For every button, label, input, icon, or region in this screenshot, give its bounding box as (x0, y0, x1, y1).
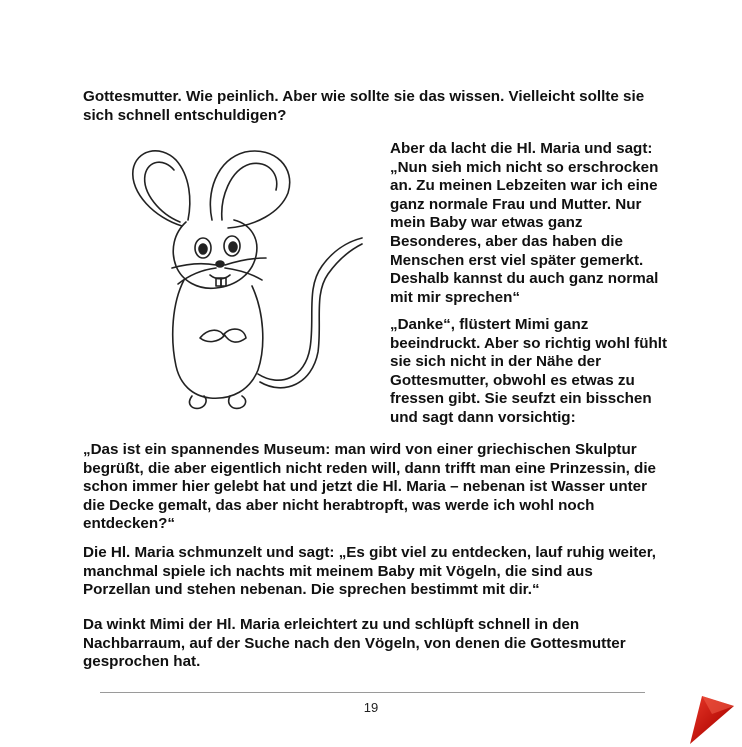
paragraph-1: Gottesmutter. Wie peinlich. Aber wie sollte sie das wissen. Vielleicht sollte sie sich schnell entschuldigen? (83, 88, 645, 124)
paragraph-5: Die Hl. Maria schmunzelt und sagt: „Es gibt viel zu entdecken, lauf ruhig weiter, manchmal spiele ich nachts mit meinem Baby mit Vögeln, die sind aus Porzellan und stehen nebenan. Die sprechen bestimmt mit dir.“ (83, 544, 657, 599)
paragraph-3: „Danke“, flüstert Mimi ganz beeindruckt. Aber so richtig wohl fühlt sie sich nicht in der Nähe der Gottesmutter, obwohl es etwas zu fressen gibt. Sie seufzt ein bisschen und sagt dann vorsichtig: (390, 316, 668, 426)
page-number: 19 (363, 700, 379, 715)
paragraph-6: Da winkt Mimi der Hl. Maria erleichtert zu und schlüpft schnell in den Nachbarraum, auf der Suche nach den Vögeln, von denen die Gottesmutter gesprochen hat. (83, 616, 626, 671)
paragraph-2: Aber da lacht die Hl. Maria und sagt: „Nun sieh mich nicht so erschrocken an. Zu meinen Lebzeiten war ich eine ganz normale Frau und Mutter. Nur mein Baby war etwas ganz Besonderes, aber das haben die Menschen erst viel später gemerkt. Deshalb kannst du auch ganz normal mit mir sprechen“ (390, 140, 659, 306)
paragraph-4: „Das ist ein spannendes Museum: man wird von einer griechischen Skulptur begrüßt, die aber eigentlich nicht reden will, dann trifft man eine Prinzessin, die schon immer hier gelebt hat und jetzt die Hl. Maria – nebenan ist Wasser unter die Decke gemalt, das aber nicht herabtropft, was werde ich wohl noch entdecken?“ (83, 441, 657, 533)
next-page-arrow-icon[interactable] (682, 692, 737, 747)
mouse-illustration (100, 138, 365, 413)
footer-divider (100, 692, 645, 693)
